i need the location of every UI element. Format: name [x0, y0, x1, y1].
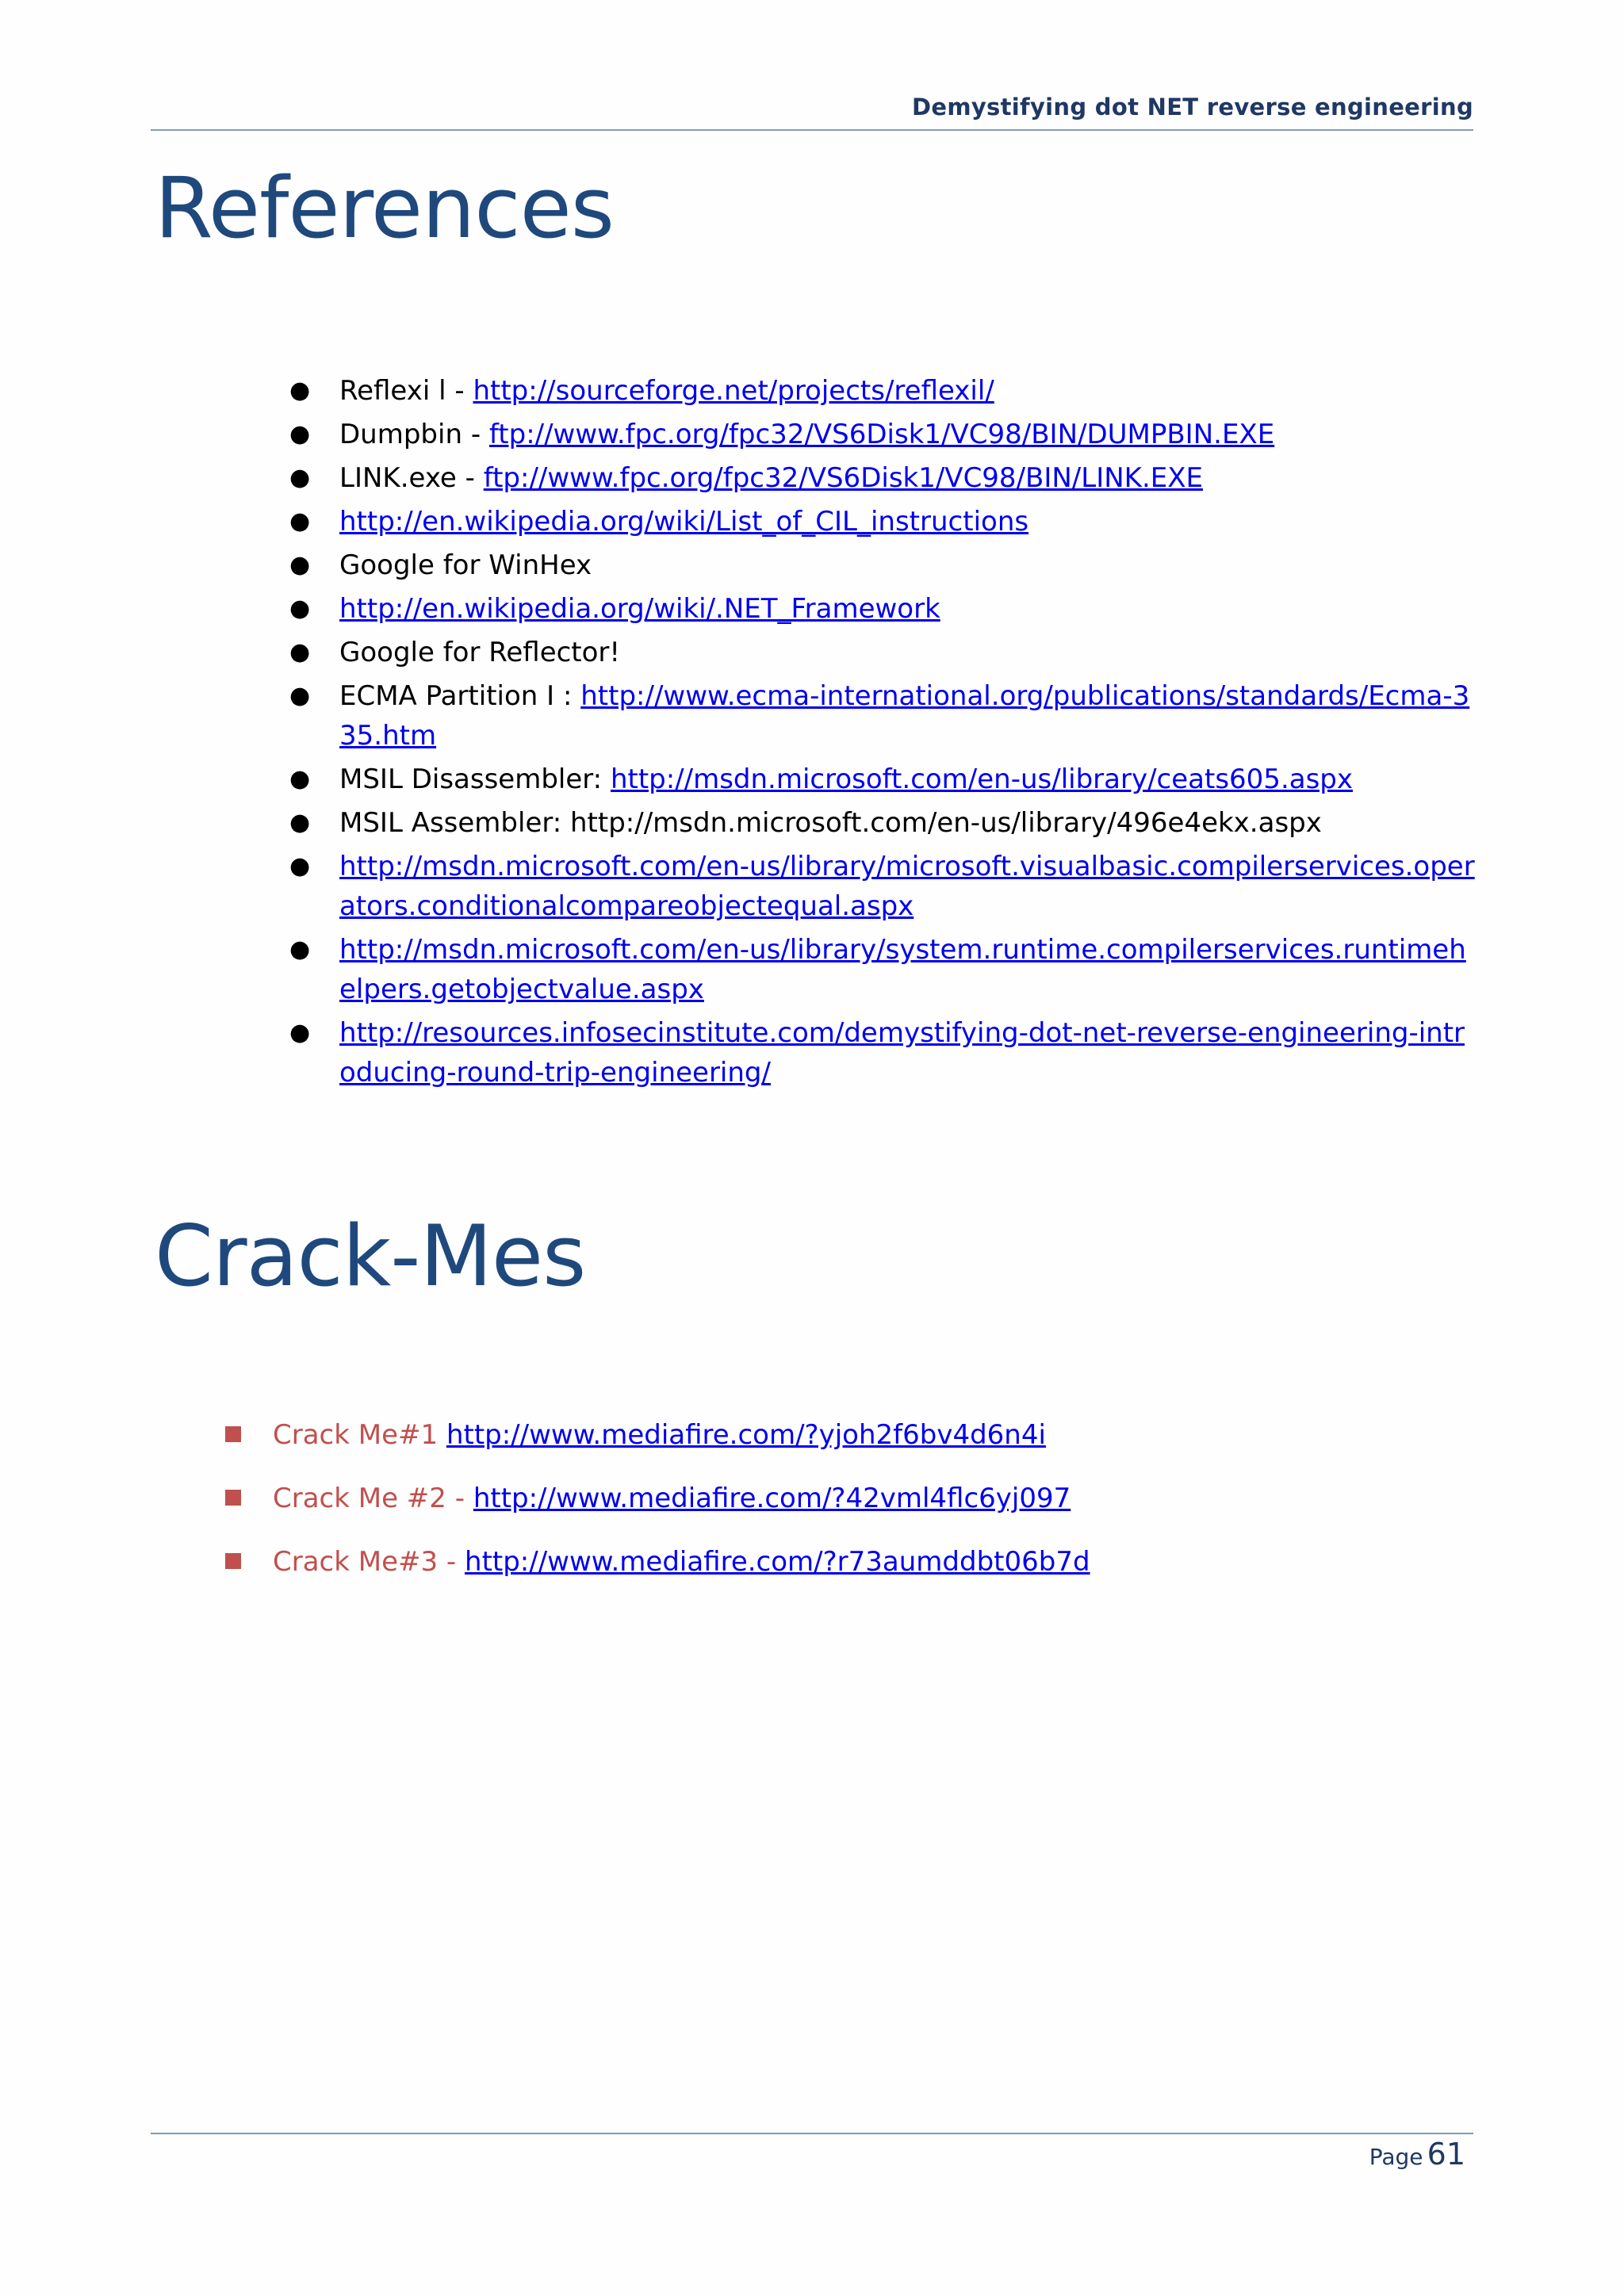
list-item [290, 930, 1480, 1009]
reference-link[interactable]: http://msdn.microsoft.com/en-us/library/microsoft.visualbasic.compilerservices.operators.conditionalcompareobjectequal.aspx [339, 851, 1475, 922]
reference-label: LINK.exe - [339, 462, 484, 494]
crackme-link[interactable]: http://www.mediafire.com/?yjoh2f6bv4d6n4i [446, 1419, 1046, 1451]
crackme-link[interactable]: http://www.mediafire.com/?42vml4flc6yj097 [473, 1483, 1071, 1514]
list-item [225, 1542, 1090, 1582]
bullet-icon: ● [289, 507, 311, 535]
page-number: 61 [1427, 2137, 1465, 2172]
header-rule [151, 129, 1473, 131]
reference-link[interactable]: http://en.wikipedia.org/wiki/.NET_Framework [339, 593, 940, 625]
list-item [290, 633, 1480, 672]
bullet-icon: ● [289, 377, 311, 404]
running-header: Demystifying dot NET reverse engineering [912, 94, 1473, 121]
list-item [290, 760, 1480, 799]
list-item [225, 1415, 1090, 1455]
reference-link[interactable]: http://msdn.microsoft.com/en-us/library/system.runtime.compilerservices.runtimehelpers.getobjectvalue.aspx [339, 934, 1466, 1005]
references-list [290, 371, 1480, 1096]
bullet-icon: ● [289, 595, 311, 622]
references-heading: References [155, 159, 615, 257]
reference-label: Dumpbin - [339, 419, 489, 450]
reference-label: Reflexi l - [339, 375, 473, 407]
list-item [290, 676, 1480, 756]
list-item [290, 847, 1480, 926]
crackme-link[interactable]: http://www.mediafire.com/?r73aumddbt06b7d [465, 1546, 1090, 1578]
reference-link[interactable]: http://sourceforge.net/projects/reflexil/ [473, 375, 994, 407]
square-bullet-icon [225, 1553, 241, 1569]
list-item [290, 415, 1480, 454]
reference-label: MSIL Assembler: http://msdn.microsoft.com/en-us/library/496e4ekx.aspx [339, 807, 1322, 839]
crackme-label: Crack Me#1 [273, 1419, 446, 1451]
reference-link[interactable]: ftp://www.fpc.org/fpc32/VS6Disk1/VC98/BIN/LINK.EXE [483, 462, 1204, 494]
bullet-icon: ● [289, 852, 311, 880]
bullet-icon: ● [289, 551, 311, 579]
page-label: Page [1369, 2144, 1423, 2170]
reference-link[interactable]: http://www.ecma-international.org/publications/standards/Ecma-335.htm [339, 680, 1470, 752]
footer-rule [151, 2133, 1473, 2134]
square-bullet-icon [225, 1426, 241, 1442]
reference-label: Google for Reflector! [339, 637, 621, 668]
list-item [290, 1013, 1480, 1093]
bullet-icon: ● [289, 936, 311, 963]
bullet-icon: ● [289, 765, 311, 793]
reference-label: ECMA Partition I : [339, 680, 581, 712]
list-item [290, 803, 1480, 843]
list-item [290, 502, 1480, 541]
bullet-icon: ● [289, 638, 311, 666]
reference-link[interactable]: http://resources.infosecinstitute.com/demystifying-dot-net-reverse-engineering-introducing-round-trip-engineering/ [339, 1017, 1465, 1089]
bullet-icon: ● [289, 1019, 311, 1047]
bullet-icon: ● [289, 682, 311, 710]
reference-link[interactable]: http://en.wikipedia.org/wiki/List_of_CIL_instructions [339, 506, 1029, 538]
bullet-icon: ● [289, 420, 311, 448]
crackmes-list [225, 1415, 1090, 1605]
list-item [290, 589, 1480, 629]
reference-label: Google for WinHex [339, 549, 592, 581]
crackme-label: Crack Me#3 - [273, 1546, 465, 1578]
list-item [225, 1479, 1090, 1518]
list-item [290, 371, 1480, 411]
square-bullet-icon [225, 1490, 241, 1506]
list-item [290, 545, 1480, 585]
reference-link[interactable]: ftp://www.fpc.org/fpc32/VS6Disk1/VC98/BIN/DUMPBIN.EXE [488, 419, 1275, 450]
reference-link[interactable]: http://msdn.microsoft.com/en-us/library/ceats605.aspx [610, 763, 1353, 795]
reference-label: MSIL Disassembler: [339, 763, 611, 795]
crackme-label: Crack Me #2 - [273, 1483, 473, 1514]
bullet-icon: ● [289, 809, 311, 836]
bullet-icon: ● [289, 464, 311, 492]
list-item [290, 458, 1480, 498]
crackmes-heading: Crack-Mes [155, 1207, 586, 1305]
page-footer [151, 2137, 1465, 2172]
